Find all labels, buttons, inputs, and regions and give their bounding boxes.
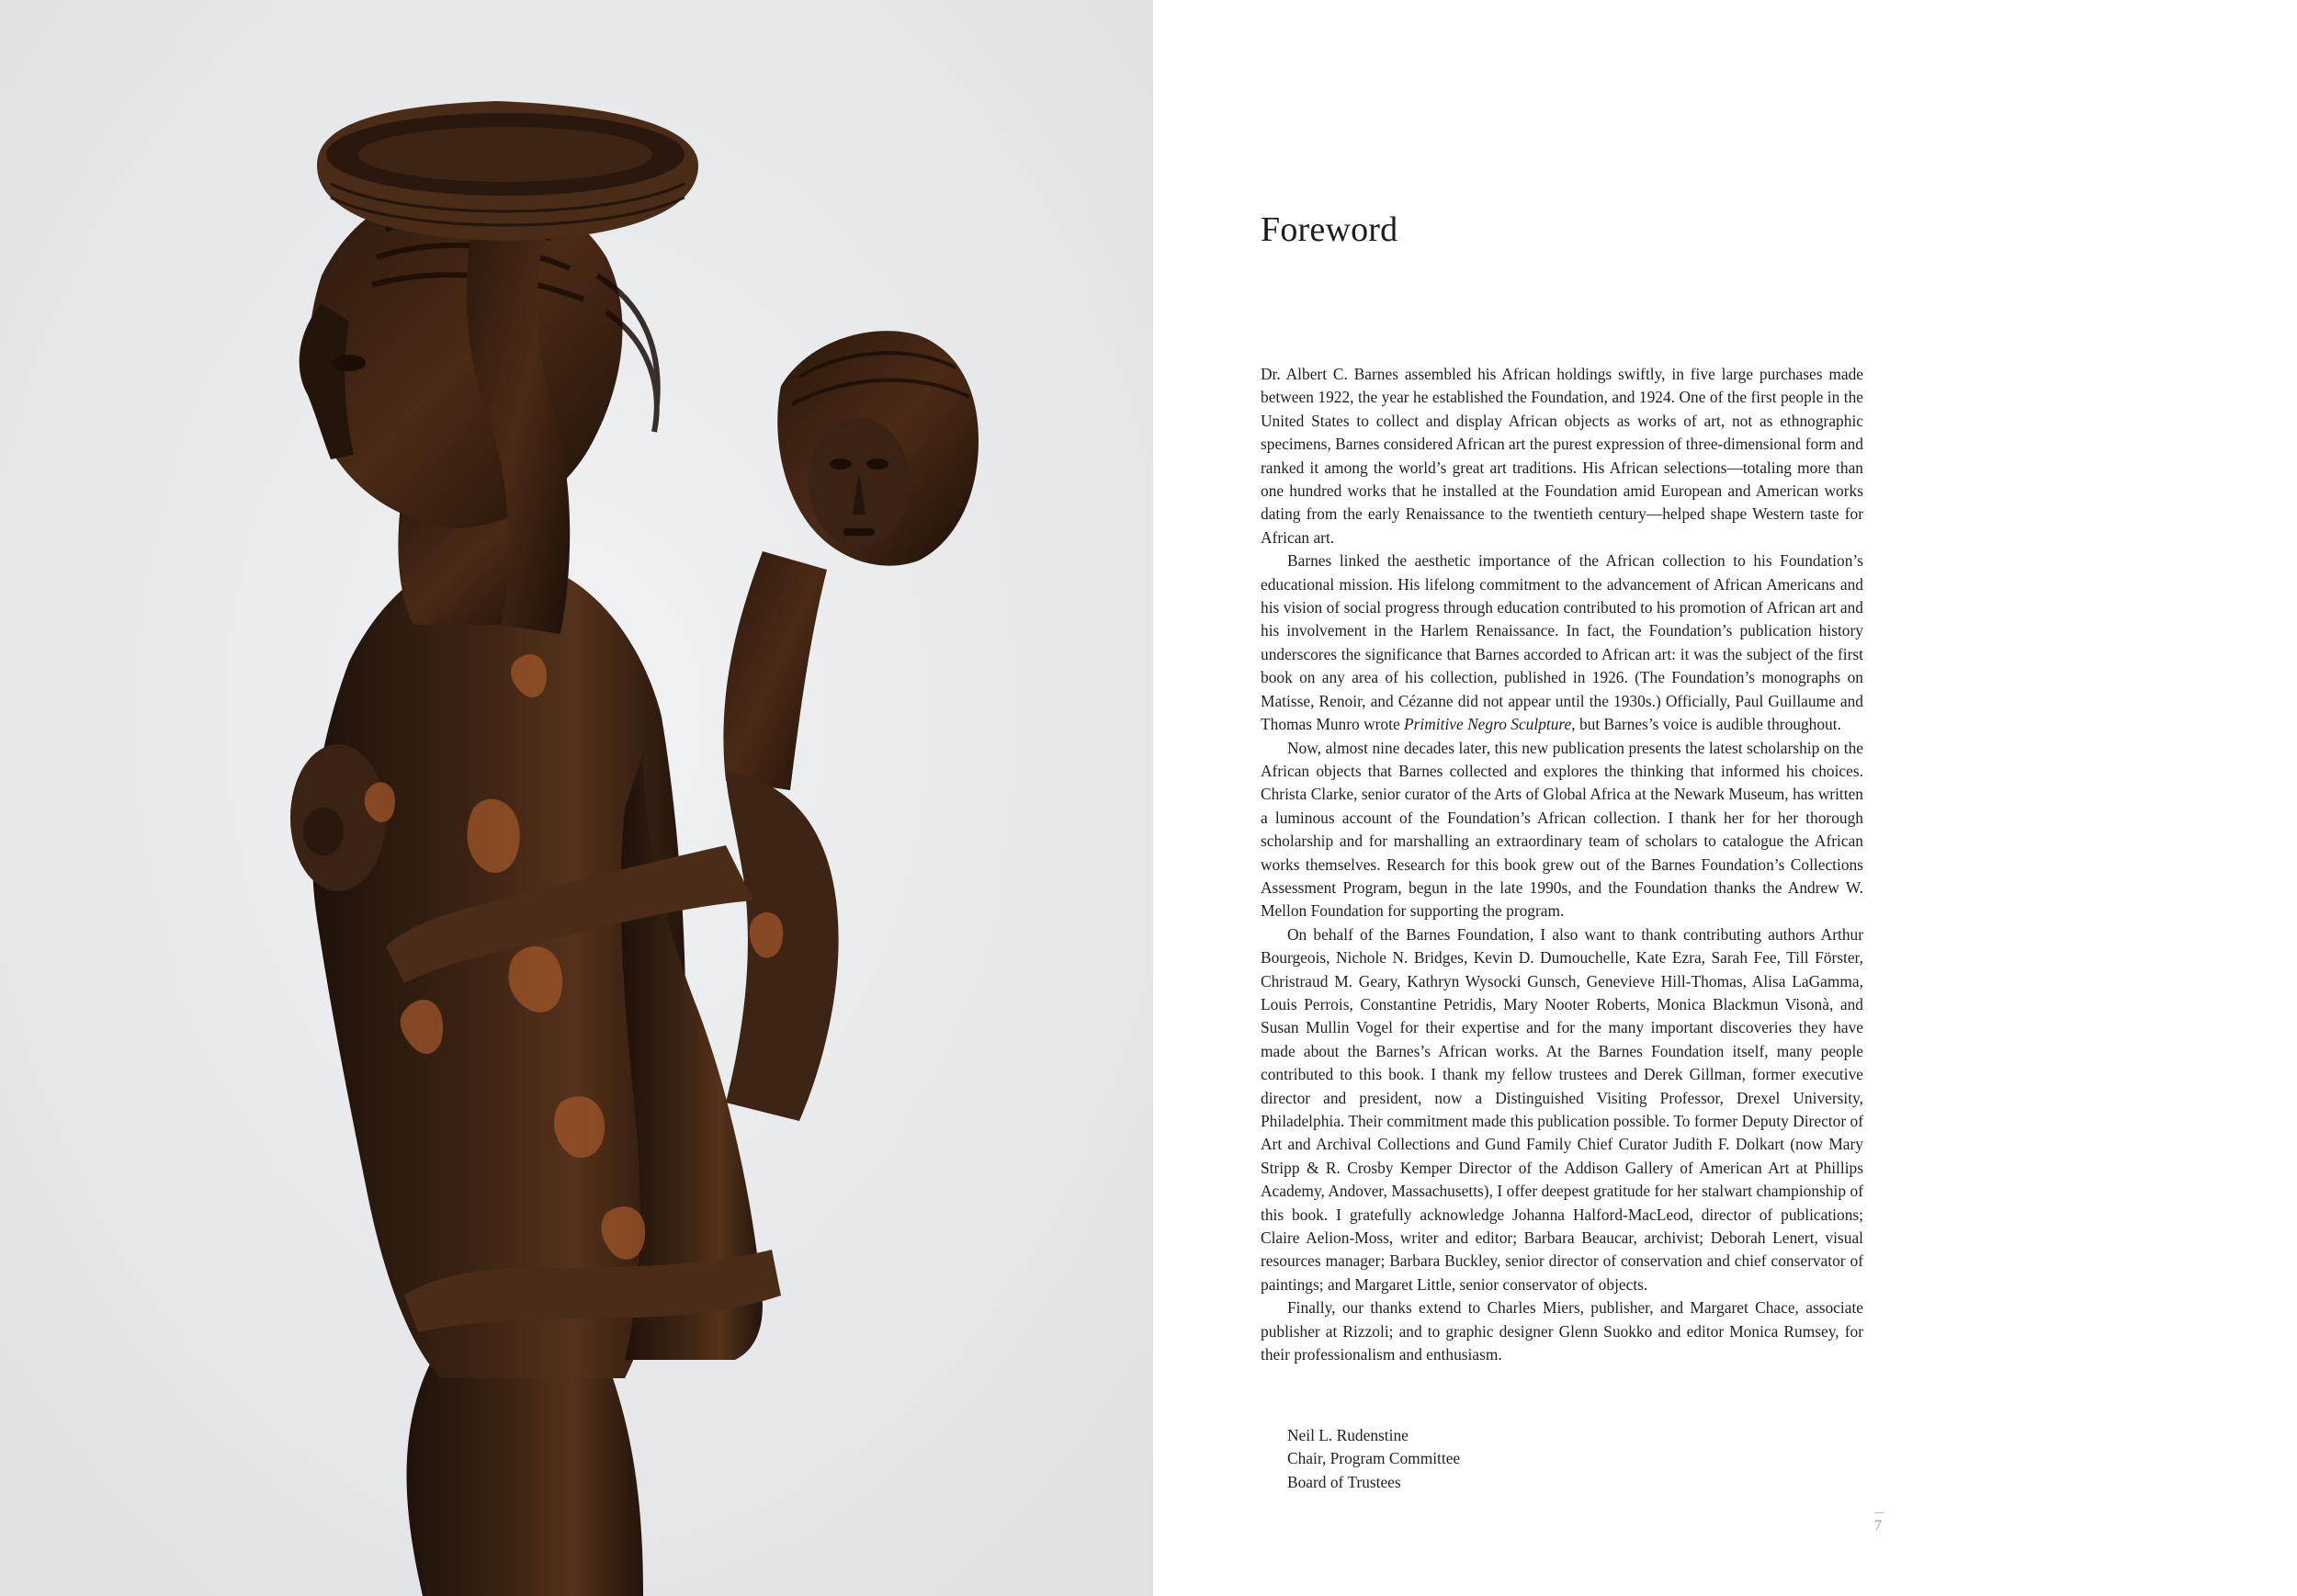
paragraph-text: Now, almost nine decades later, this new publication presents the latest scholarship on the African objects that Barnes collected and explores the thinking that informed his choices. Christa Clarke, senior curator of the Arts of Global Africa at the Newark Museum, has written a luminous account of the Foundation’s African collection. I thank her for her thorough scholarship and for marshalling an extraordinary team of scholars to catalogue the African works themselves. Research for this book grew out of the Barnes Foundation’s Collections Assessment Program, begun in the late 1990s, and the Foundation thanks the Andrew W. Mellon Foundation for supporting the program. bbox=[1261, 738, 1863, 921]
paragraph-text: , but Barnes’s voice is audible throughout. bbox=[1571, 715, 1841, 734]
paragraph-text: Finally, our thanks extend to Charles Miers, publisher, and Margaret Chace, associate publisher at Rizzoli; and to graphic designer Glenn Suokko and editor Monica Rumsey, for their professionalism and enthusiasm. bbox=[1261, 1298, 1863, 1364]
paragraph-text: Dr. Albert C. Barnes assembled his African holdings swiftly, in five large purchases made between 1922, the year he established the Foundation, and 1924. One of the first people in the United States to collect and display African objects as works of art, not as ethnographic specimens, Barnes considered African art the purest expression of three-dimensional form and ranked it among the world’s great art traditions. His African selections—totaling more than one hundred works that he installed at the Foundation amid European and American works dating from the early Renaissance to the twentieth century—helped shape Western taste for African art. bbox=[1261, 365, 1863, 547]
paragraph-2 bbox=[1261, 549, 1863, 736]
foreword-body bbox=[1261, 363, 1863, 1366]
paragraph-text: Barnes linked the aesthetic importance of the African collection to his Foundation’s educational mission. His lifelong commitment to the advancement of African Americans and his vision of social progress through education contributed to his promotion of African art and his involvement in the Harlem Renaissance. In fact, the Foundation’s publication history underscores the significance that Barnes accorded to African art: it was the subject of the first book on any area of his collection, published in 1926. (The Foundation’s monographs on Matisse, Renoir, and Cézanne did not appear until the 1930s.) Officially, Paul Guillaume and Thomas Munro wrote bbox=[1261, 551, 1863, 734]
signatory-role: Chair, Program Committee bbox=[1287, 1449, 1461, 1468]
paragraph-text: On behalf of the Barnes Foundation, I also want to thank contributing authors Arthur Bourgeois, Nichole N. Bridges, Kevin D. Dumouchelle, Kate Ezra, Sarah Fee, Till Förster, Christraud M. Geary, Kathryn Wysocki Gunsch, Genevieve Hill-Thomas, Alisa LaGamma, Louis Perrois, Constantine Petridis, Mary Nooter Roberts, Monica Blackmun Visonà, and Susan Mullin Vogel for their expertise and for the many important discoveries they have made about the Barnes’s African works. At the Barnes Foundation itself, many people contributed to this book. I thank my fellow trustees and Derek Gillman, former executive director and president, now a Distinguished Visiting Professor, Drexel University, Philadelphia. Their commitment made this publication possible. To former Deputy Director of Art and Archival Collections and Gund Family Chief Curator Judith F. Dolkart (now Mary Stripp & R. Crosby Kemper Director of the Addison Gallery of American Art at Phillips Academy, Andover, Massachusetts), I offer deepest gratitude for her stalwart championship of this book. I gratefully acknowledge Johanna Halford-MacLeod, director of publications; Claire Aelion-Moss, writer and editor; Barbara Beaucar, archivist; Deborah Lenert, visual resources manager; Barbara Buckley, senior director of conservation and chief conservator of paintings; and Margaret Little, senior conservator of objects. bbox=[1261, 924, 1863, 1294]
paragraph-4 bbox=[1261, 923, 1863, 1297]
page-title: Foreword bbox=[1261, 210, 1398, 249]
book-title-italic: Primitive Negro Sculpture bbox=[1404, 715, 1572, 734]
page-number: 7 bbox=[1874, 1518, 1882, 1534]
paragraph-1 bbox=[1261, 363, 1863, 549]
paragraph-5 bbox=[1261, 1296, 1863, 1366]
bowl bbox=[317, 101, 698, 241]
signatory-organization: Board of Trustees bbox=[1287, 1472, 1401, 1491]
foreword-page bbox=[1153, 0, 2297, 1596]
signatory-name: Neil L. Rudenstine bbox=[1287, 1426, 1409, 1444]
paragraph-3 bbox=[1261, 737, 1863, 923]
signature-block bbox=[1287, 1424, 1460, 1494]
